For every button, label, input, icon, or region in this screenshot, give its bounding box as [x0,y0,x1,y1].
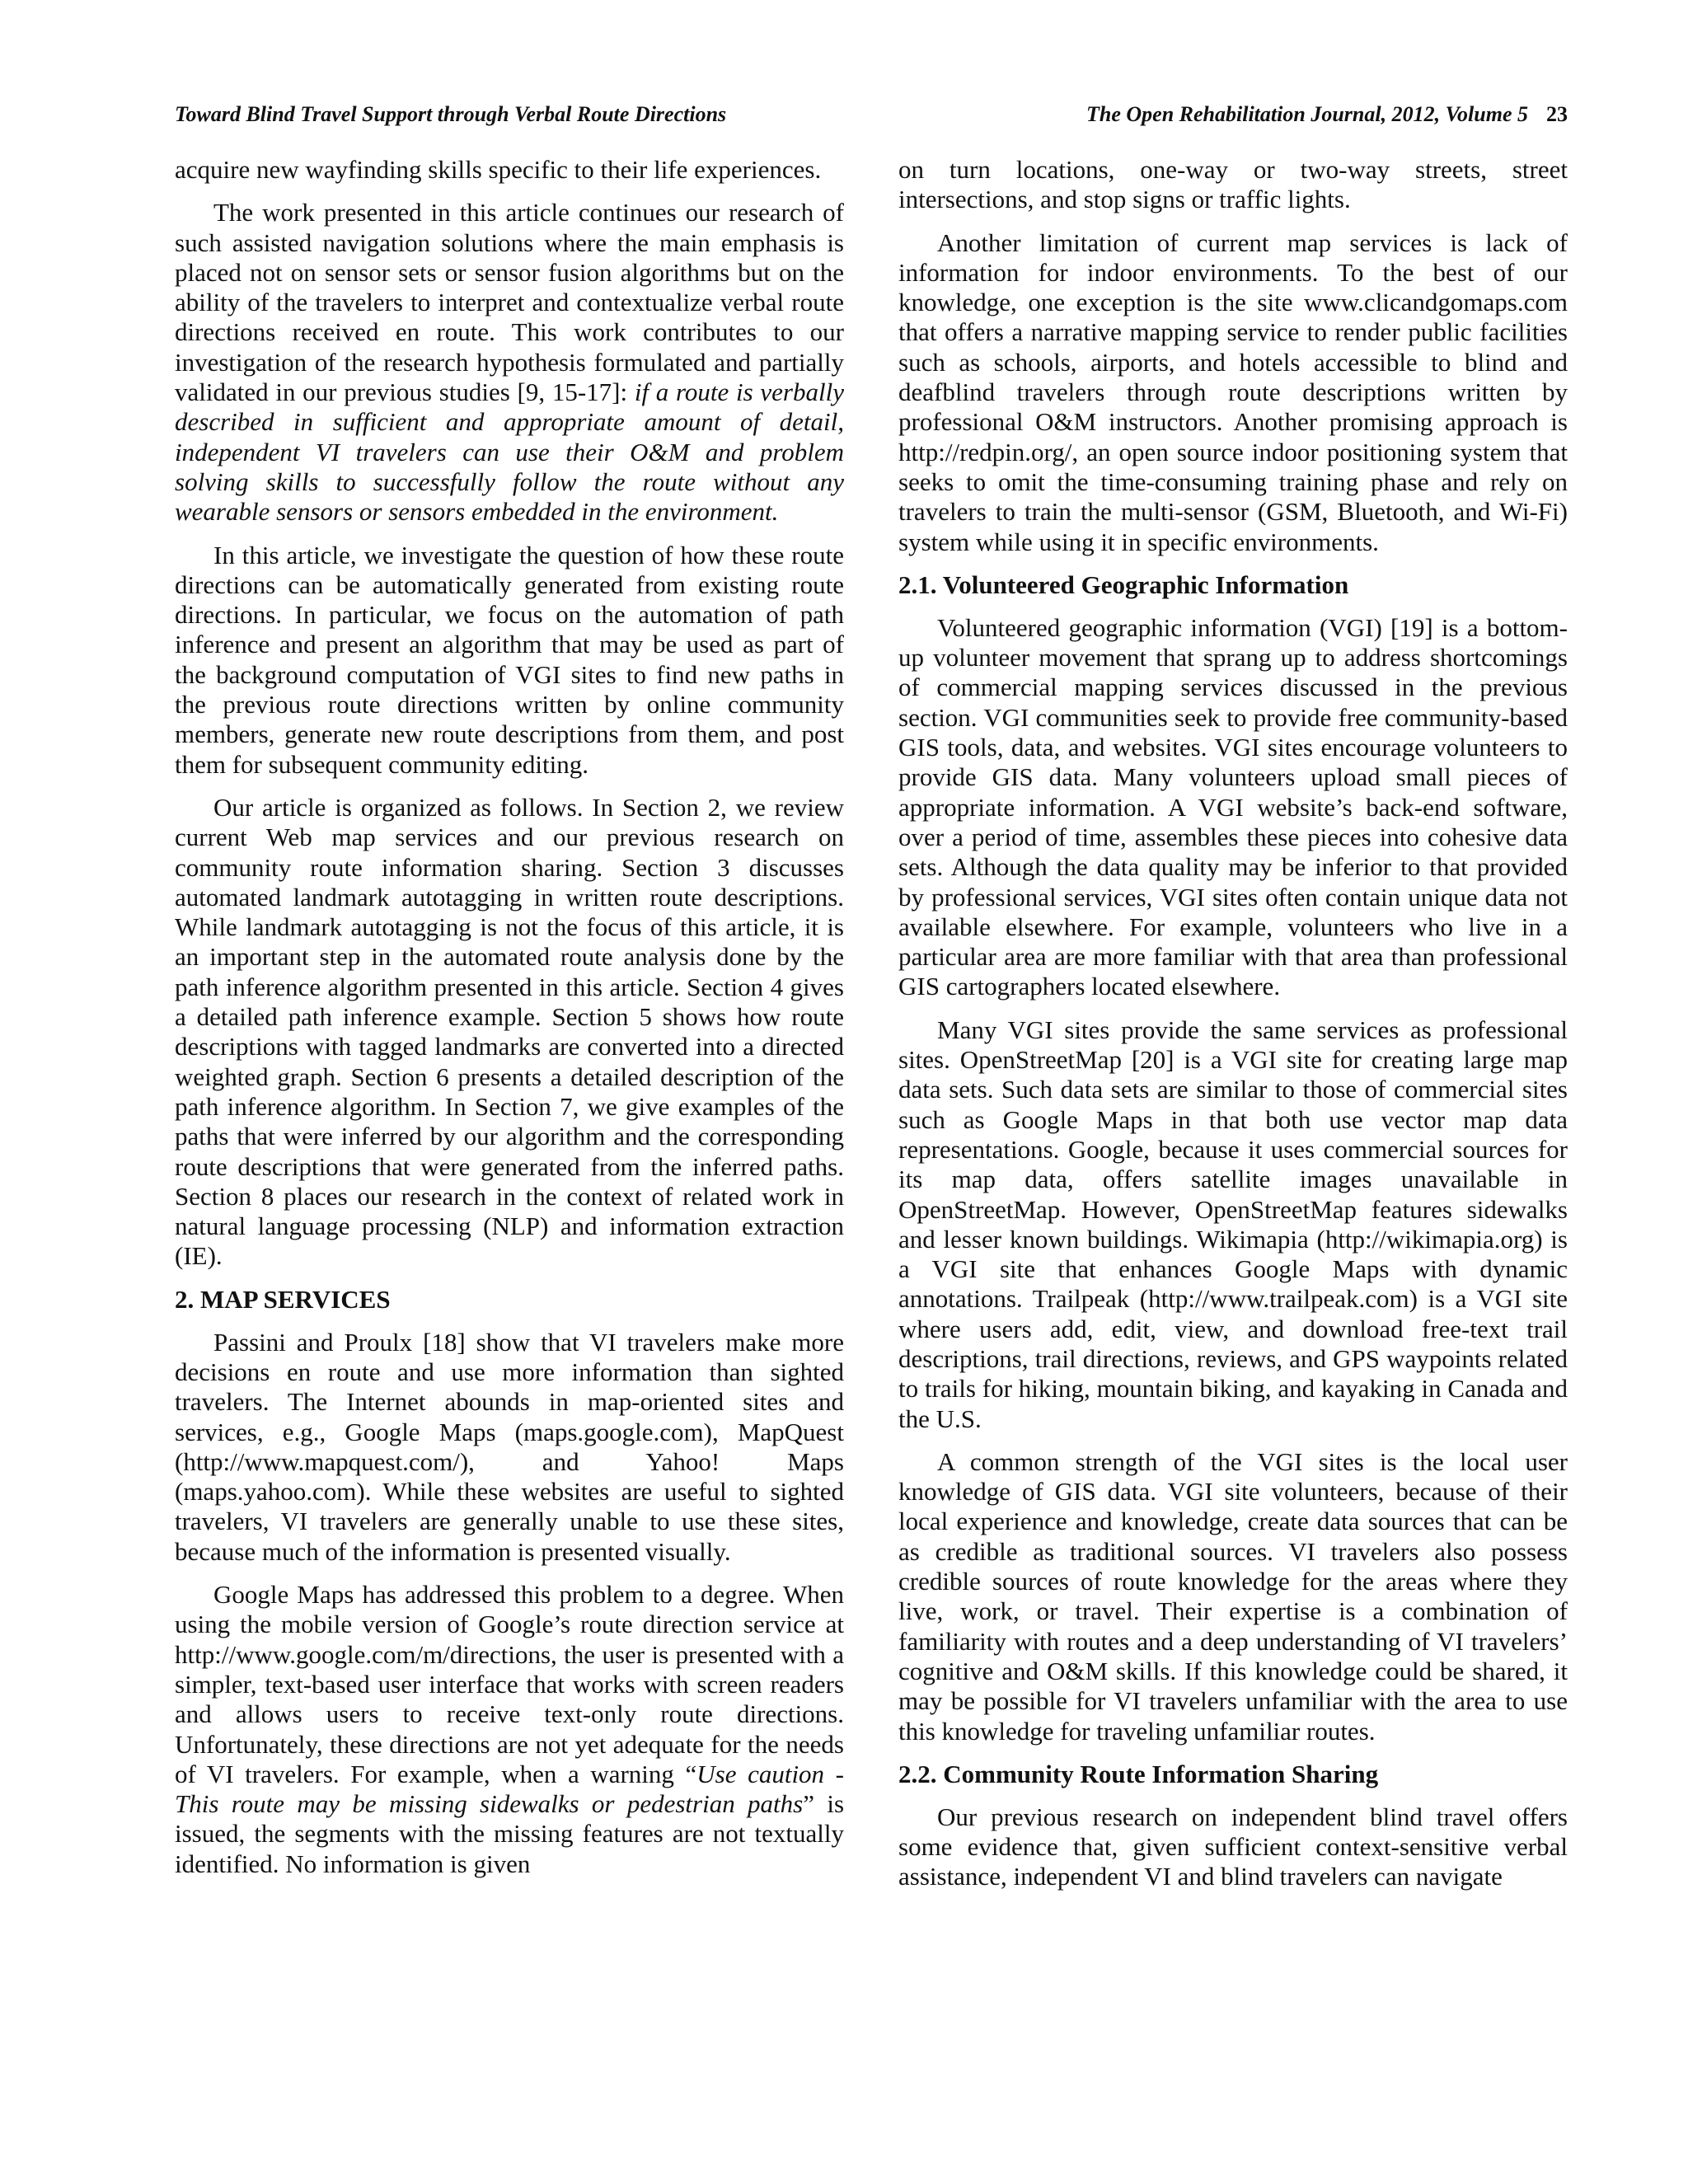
subsection-heading: 2.1. Volunteered Geographic Information [898,569,1349,599]
page-number: 23 [1546,102,1568,126]
paragraph-text: Google Maps has addressed this problem to a degree. When using the mobile version of Google’s route direction service at http://www.google.com/m/directions, the user is presented with a simpler, text-based user interface that works with screen readers and allows users to receive text-only route directions. Unfortunately, these directions are not yet adequate for the needs of VI travelers. For example, when a warning “ [175,1580,844,1788]
section-heading: 2. MAP SERVICES [175,1284,391,1314]
hypothesis-text: if a route is verbally described in sufficient and appropriate amount of detail, independent VI travelers can use their O&M and problem solving skills to successfully follow the route without any wearable sensors or sensors embedded in the environment. [175,377,844,527]
paragraph-text: The work presented in this article continues our research of such assisted navigation solutions where the main emphasis is placed not on sensor sets or sensor fusion algorithms but on the ability of the travelers to interpret and contextualize verbal route directions received en route. This work contributes to our investigation of the research hypothesis formulated and partially validated in our previous studies [9, 15-17]: [175,198,844,407]
paragraph-text: ” is issued, the segments with the missing features are not textually identified. No information is given [175,1789,845,1878]
journal-name: The Open Rehabilitation Journal, 2012, Volume 5 [1086,102,1528,126]
paragraph [175,198,844,527]
paragraph: Another limitation of current map services is lack of information for indoor environments. To the best of our knowledge, one exception is the site www.clicandgomaps.com that offers a narrative mapping service to render public facilities such as schools, airports, and hotels accessible to blind and deafblind travelers through route descriptions written by professional O&M instructors. Another promising approach is http://redpin.org/, an open source indoor positioning system that seeks to omit the time-consuming training phase and rely on travelers to train the multi-sensor (GSM, Bluetooth, and Wi-Fi) system while using it in specific environments. [898,227,1568,556]
paragraph: Our previous research on independent blind travel offers some evidence that, given sufficient context-sensitive verbal assistance, independent VI and blind travelers can navigate [898,1802,1568,1891]
running-header [175,102,1568,135]
journal-info [1086,102,1568,127]
paragraph: In this article, we investigate the question of how these route directions can be automatically generated from existing route directions. In particular, we focus on the automation of path inference and present an algorithm that may be used as part of the background computation of VGI sites to find new paths in the previous route directions written by online community members, generate new route descriptions from them, and post them for subsequent community editing. [175,540,844,779]
paragraph: A common strength of the VGI sites is the local user knowledge of GIS data. VGI site volunteers, because of their local experience and knowledge, create data sources that can be as credible as traditional sources. VI travelers also possess credible sources of route knowledge for the areas where they live, work, or travel. Their expertise is a combination of familiarity with routes and a deep understanding of VI travelers’ cognitive and O&M skills. If this knowledge could be shared, it may be possible for VI travelers unfamiliar with the area to use this knowledge for traveling unfamiliar routes. [898,1446,1568,1746]
running-title: Toward Blind Travel Support through Verbal Route Directions [175,102,727,126]
paragraph: Our article is organized as follows. In Section 2, we review current Web map services and our previous research on community route information sharing. Section 3 discusses automated landmark autotagging in written route descriptions. While landmark autotagging is not the focus of this article, it is an important step in the automated route analysis done by the path inference algorithm presented in this article. Section 4 gives a detailed path inference example. Section 5 shows how route descriptions with tagged landmarks are converted into a directed weighted graph. Section 6 presents a detailed description of the path inference algorithm. In Section 7, we give examples of the paths that were inferred by our algorithm and the corresponding route descriptions that were generated from the inferred paths. Section 8 places our research in the context of related work in natural language processing (NLP) and information extraction (IE). [175,792,844,1271]
right-column [898,155,1568,1905]
paragraph: Volunteered geographic information (VGI) [19] is a bottom-up volunteer movement that sprang up to address shortcomings of commercial mapping services discussed in the previous section. VGI communities seek to provide free community-based GIS tools, data, and websites. VGI sites encourage volunteers to provide GIS data. Many volunteers upload small pieces of appropriate information. A VGI website’s back-end software, over a period of time, assembles these pieces into cohesive data sets. Although the data quality may be inferior to that provided by professional services, VGI sites often contain unique data not available elsewhere. For example, volunteers who live in a particular area are more familiar with that area than professional GIS cartographers located elsewhere. [898,612,1568,1001]
warning-quote: Use caution - This route may be missing sidewalks or pedestrian paths [175,1759,844,1819]
paragraph [175,1580,844,1879]
paragraph: Passini and Proulx [18] show that VI travelers make more decisions en route and use more information than sighted travelers. The Internet abounds in map-oriented sites and services, e.g., Google Maps (maps.google.com), MapQuest (http://www.mapquest.com/), and Yahoo! Maps (maps.yahoo.com). While these websites are useful to sighted travelers, VI travelers are generally unable to use these sites, because much of the information is presented visually. [175,1327,844,1566]
subsection-heading: 2.2. Community Route Information Sharing [898,1759,1379,1788]
paragraph: on turn locations, one-way or two-way streets, street intersections, and stop signs or traffic lights. [898,155,1568,214]
left-column [175,155,844,1892]
paragraph: acquire new wayfinding skills specific to their life experiences. [175,155,822,184]
paragraph: Many VGI sites provide the same services as professional sites. OpenStreetMap [20] is a VGI site for creating large map data sets. Such data sets are similar to those of commercial sites such as Google Maps in that both use vector map data representations. Google, because it uses commercial sources for its map data, offers satellite images unavailable in OpenStreetMap. However, OpenStreetMap features sidewalks and lesser known buildings. Wikimapia (http://wikimapia.org) is a VGI site that enhances Google Maps with dynamic annotations. Trailpeak (http://www.trailpeak.com) is a VGI site where users add, edit, view, and download free-text trail descriptions, trail directions, reviews, and GPS waypoints related to trails for hiking, mountain biking, and kayaking in Canada and the U.S. [898,1015,1568,1433]
